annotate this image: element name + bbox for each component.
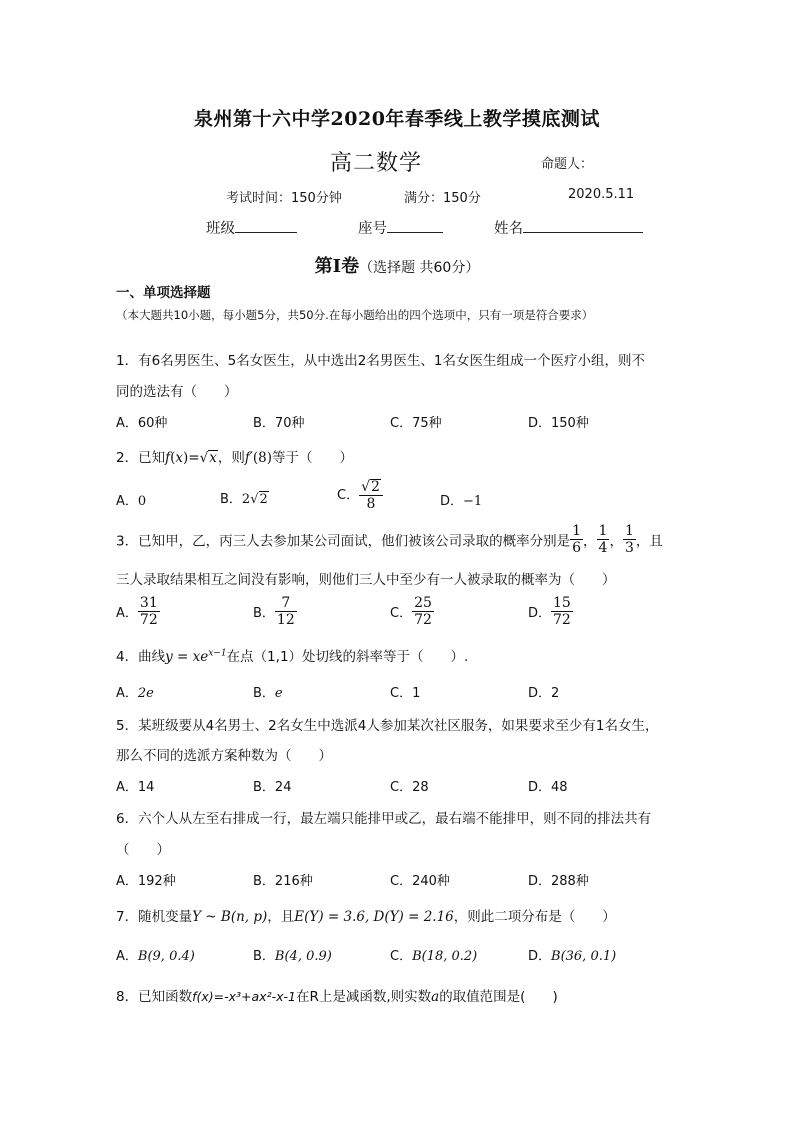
q2-d-label: D． [440,494,464,509]
q7-option-c [390,945,477,964]
q3-p2 [597,523,610,556]
q2-a-value: 0 [137,494,147,509]
q6-option-b: B．216种 [253,874,313,889]
q8-prefix: 8．已知函数 [116,989,193,1005]
q3-line2: 三人录取结果相互之间没有影响，则他们三人中至少有一人被录取的概率为（ ） [116,572,616,588]
q3-b-fraction [275,595,297,628]
q4-prefix: 4．曲线 [116,649,166,665]
q2-mid: ，则 [217,450,245,466]
q7-distribution: Y ~ B(n, p) [192,909,268,925]
part-title: 第Ⅰ卷 [314,256,360,277]
q3-a-label: A． [116,606,138,621]
class-label: 班级 [206,221,235,237]
q4-exponent: x−1 [208,648,227,659]
q3-d-num: 15 [553,595,571,611]
seat-field [358,217,443,238]
q2-stem: 2．已知f(x)=√x，则f′(8)等于（ ） [116,450,354,466]
q3-d-fraction [551,595,573,628]
q2-c-label: C． [337,488,360,503]
q7-condition: E(Y) = 3.6, D(Y) = 2.16 [294,909,454,925]
section-instruction [116,282,686,326]
q3-p3-den: 3 [624,540,634,556]
class-blank [235,219,297,233]
q7-d-value: B(36, 0.1) [551,949,617,964]
q6-line2: （ ） [116,842,170,858]
class-field [206,217,297,238]
q7-c-value: B(18, 0.2) [412,949,478,964]
q2-a-label: A． [116,494,138,509]
q5-line1: 5．某班级要从4名男士、2名女生中选派4人参加某次社区服务，如果要求至少有1名女生， [116,718,659,734]
q2-d-value: −1 [463,494,483,509]
q2-b-label: B． [220,492,242,507]
q2-b-coef: 2 [241,492,251,507]
q2-eq: = [188,450,200,466]
q4-a-label: A． [116,686,138,701]
q7-a-label: A． [116,949,138,964]
q3-p3-num: 1 [624,523,634,539]
q4-suffix: 在点（1,1）处切线的斜率等于（ ）. [226,649,469,665]
q2-option-c [337,479,383,512]
q3-option-b [253,595,297,628]
q5-option-c: C．28 [390,780,429,795]
q4-formula: y = xe [165,649,209,665]
q2-c-denominator: 8 [366,496,376,512]
q7-a-value: B(9, 0.4) [137,949,195,964]
q4-option-a [116,682,154,701]
q7-b-value: B(4, 0.9) [274,949,332,964]
q8-mid: 在R上是减函数,则实数 [295,989,432,1005]
section-instruction-text: （本大题共10小题，每小题5分，共50分.在每小题给出的四个选项中，只有一项是符合要求） [116,308,594,322]
q2-prefix: 2．已知 [116,450,166,466]
q2-f: f [165,450,171,466]
q7-option-d [528,945,616,964]
q8-variable: a [431,989,440,1005]
q3-a-num: 31 [139,595,158,611]
q2-x: x [175,450,183,466]
q7-suffix: ，则此二项分布是（ ） [453,909,616,925]
q3-p1 [570,523,583,556]
name-label: 姓名 [494,221,523,237]
q3-text: 3．已知甲，乙，丙三人去参加某公司面试，他们被该公司录取的概率分别是 [116,533,571,550]
q2-option-d [440,490,482,509]
q7-c-label: C． [390,949,413,964]
q7-b-label: B． [253,949,275,964]
q8-stem [116,985,558,1005]
q3-p1-num: 1 [572,523,582,539]
q5-option-b: B．24 [253,780,292,795]
q5-line2: 那么不同的选派方案种数为（ ） [116,748,332,764]
q8-function: f(x)=-x³+ax²-x-1 [192,989,296,1004]
name-blank [523,219,643,233]
q2-c-numerator: 2 [371,479,380,495]
q7-stem [116,905,616,925]
q7-d-label: D． [528,949,552,964]
full-score: 满分：150分 [404,191,481,206]
q6-option-d: D．288种 [528,874,589,889]
q2-b-radicand: 2 [259,492,268,507]
q4-option-b [253,682,283,701]
q4-option-c: C．1 [390,686,421,701]
q4-stem [116,645,468,665]
q3-p3 [623,523,636,556]
part-subtitle: （选择题 共60分） [359,260,480,276]
q3-a-fraction [138,595,160,628]
q8-suffix: 的取值范围是( ) [439,989,558,1005]
q4-b-label: B． [253,686,275,701]
q2-sqrt-x: x [209,450,217,466]
q3-b-den: 12 [276,612,295,628]
q3-d-label: D． [528,606,552,621]
q5-option-a: A．14 [116,780,155,795]
part-heading [0,252,794,278]
q2-option-b: B．2√2 [220,492,268,507]
q1-line2: 同的选法有（ ） [116,384,238,400]
seat-blank [387,219,443,233]
q6-option-a: A．192种 [116,874,176,889]
exam-title: 泉州第十六中学2020年春季线上教学摸底测试 [194,108,600,130]
q3-a-den: 72 [139,612,158,628]
q4-option-d: D．2 [528,686,560,701]
q7-option-b [253,945,332,964]
q3-p2-num: 1 [598,523,608,539]
q4-b-value: e [274,686,283,701]
q3-p2-den: 4 [598,540,608,556]
q1-option-c: C．75种 [390,416,442,431]
name-field [494,217,643,238]
seat-label: 座号 [358,221,387,237]
q1-option-d: D．150种 [528,416,589,431]
q1-line1: 1．有6名男医生、5名女医生，从中选出2名男医生、1名女医生组成一个医疗小组，则不 [116,353,645,369]
q2-arg: (8) [252,450,273,466]
exam-time: 考试时间：150分钟 [226,191,342,206]
q3-option-a [116,595,160,628]
q7-prefix: 7．随机变量 [116,909,193,925]
q4-a-value: 2e [137,686,154,701]
q2-fprime: f′ [244,450,253,466]
section-heading: 一、单项选择题 [116,285,211,301]
q6-line1: 6．六个人从左至右排成一行，最左端只能排甲或乙，最右端不能排甲，则不同的排法共有 [116,811,652,827]
q3-p1-den: 6 [572,540,582,556]
q3-c-num: 25 [414,595,432,611]
q3-tail: ，且 [635,533,663,550]
q2-suffix: 等于（ ） [272,450,354,466]
q6-option-c: C．240种 [390,874,450,889]
q3-b-num: 7 [275,595,297,612]
q3-option-c [390,595,434,628]
q7-option-a [116,945,195,964]
subject-title: 高二数学 [330,151,423,176]
q3-c-den: 72 [414,612,432,628]
q1-option-a: A．60种 [116,416,168,431]
q2-c-fraction: $\frac{√2}{8}$ [359,479,383,512]
q7-mid: ，且 [267,909,295,925]
q3-c-fraction [412,595,434,628]
q3-b-label: B． [253,606,275,621]
q1-option-b: B．70种 [253,416,305,431]
q3-line1: 3．已知甲，乙，丙三人去参加某公司面试，他们被该公司录取的概率分别是 $\frac{1}{6}$ ， $\frac{1}{4}$ ， $\frac{1}{3}$ ，且 [116,523,663,556]
q3-d-den: 72 [553,612,571,628]
q2-option-a [116,490,146,509]
q5-option-d: D．48 [528,780,568,795]
author-label: 命题人： [541,157,594,172]
q3-option-d [528,595,573,628]
exam-date: 2020.5.11 [568,187,635,202]
q3-c-label: C． [390,606,413,621]
